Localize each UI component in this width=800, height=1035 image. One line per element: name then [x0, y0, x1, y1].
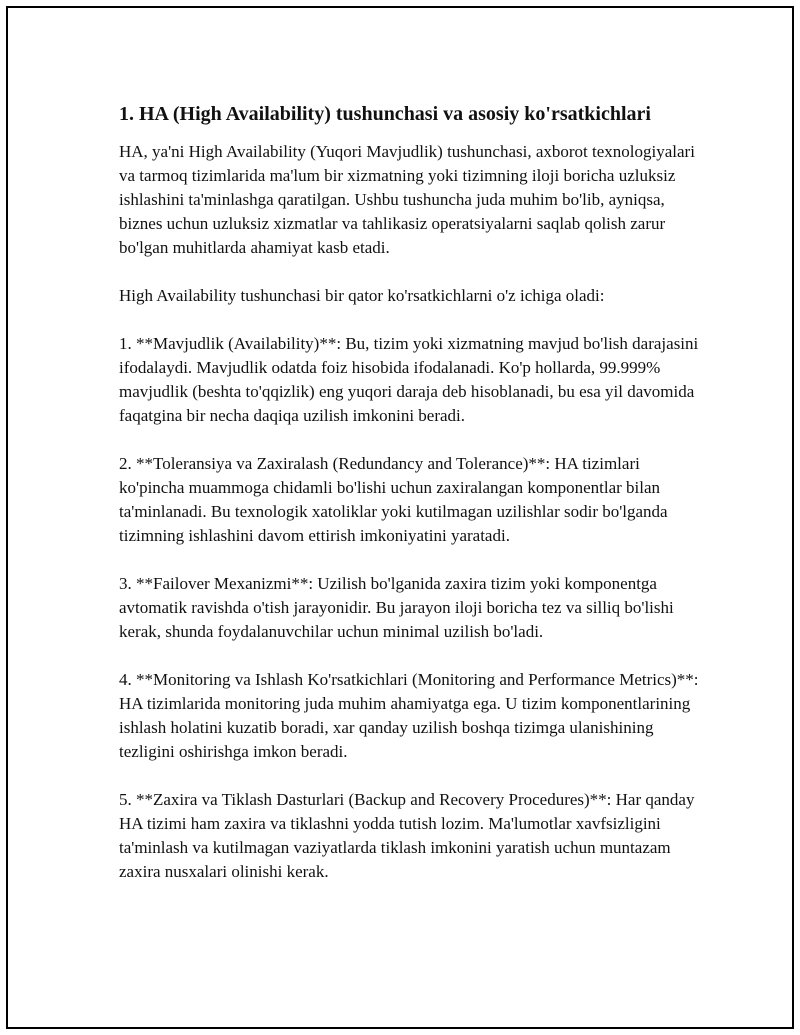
monitoring-paragraph: 4. **Monitoring va Ishlash Ko'rsatkichlari (Monitoring and Performance Metrics)**: HA tizimlarida monitoring juda muhim ahamiyatga ega. U tizim komponentlarining ishlash holatini kuzatib boradi, xar qanday uzilish boshqa tizimga ulanishining tezligini oshirishga imkon beradi.	[119, 670, 699, 761]
document-title: 1. HA (High Availability) tushunchasi va asosiy ko'rsatkichlari	[119, 103, 651, 125]
indicators-lead-paragraph: High Availability tushunchasi bir qator ko'rsatkichlarni o'z ichiga oladi:	[119, 286, 605, 305]
redundancy-paragraph: 2. **Toleransiya va Zaxiralash (Redundancy and Tolerance)**: HA tizimlari ko'pincha muammoga chidamli bo'lishi uchun zaxiralangan komponentlar bilan ta'minlanadi. Bu texnologik xatoliklar yoki kutilmagan uzilishlar sodir bo'lganda tizimning ishlashini davom ettirish imkoniyatini yaratadi.	[119, 454, 668, 545]
backup-paragraph: 5. **Zaxira va Tiklash Dasturlari (Backup and Recovery Procedures)**: Har qanday HA tizimi ham zaxira va tiklashni yodda tutish lozim. Ma'lumotlar xavfsizligini ta'minlash va kutilmagan vaziyatlarda tiklash imkonini yaratish uchun muntazam zaxira nusxalari olinishi kerak.	[119, 790, 695, 881]
page-frame	[6, 6, 794, 1029]
availability-paragraph: 1. **Mavjudlik (Availability)**: Bu, tizim yoki xizmatning mavjud bo'lish darajasini ifodalaydi. Mavjudlik odatda foiz hisobida ifodalanadi. Ko'p hollarda, 99.999% mavjudlik (beshta to'qqizlik) eng yuqori daraja deb hisoblanadi, bu esa yil davomida faqatgina bir necha daqiqa uzilish imkonini beradi.	[119, 334, 699, 425]
failover-paragraph: 3. **Failover Mexanizmi**: Uzilish bo'lganida zaxira tizim yoki komponentga avtomatik ravishda o'tish jarayonidir. Bu jarayon iloji boricha tez va silliq bo'lishi kerak, shunda foydalanuvchilar uchun minimal uzilish bo'ladi.	[119, 574, 674, 641]
intro-paragraph: HA, ya'ni High Availability (Yuqori Mavjudlik) tushunchasi, axborot texnologiyalari va tarmoq tizimlarida ma'lum bir xizmatning yoki tizimning iloji boricha uzluksiz ishlashini ta'minlashga qaratilgan. Ushbu tushuncha juda muhim bo'lib, ayniqsa, biznes uchun uzluksiz xizmatlar va tahlikasiz operatsiyalarni saqlab qolish zarur bo'lgan muhitlarda ahamiyat kasb etadi.	[119, 142, 695, 257]
document-body	[119, 100, 699, 908]
